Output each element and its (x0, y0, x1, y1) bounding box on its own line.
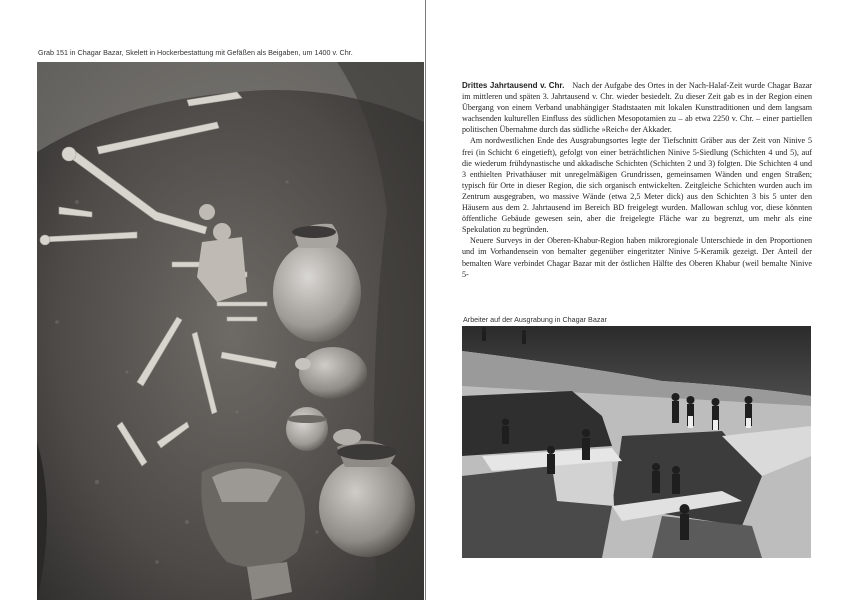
paragraph-2: Am nordwestlichen Ende des Ausgrabungsortes legte der Tiefschnitt Gräber aus der Zeit von Ninive 5 frei (in Schicht 6 eingetieft), gefolgt von einer beträchtlichen Ninive 5-Siedlung (Schichten 4 und 5), auf die wiederum frühdynastische und akkadische Schichten (Schichten 2 und 3) folgten. Die Schichten 4 und 3 enthielten Privathäuser mit unregelmäßigen Grundrissen, gemeinsamen Wänden und engen Straßen; typisch für Orte in dieser Region, die sich organisch entwickelten. Zeitgleiche Schichten wurden auch im Zentrum ausgegraben, wo massive Wände (etwa 2,5 Meter dick) aus den Schichten 3 bis 5 unter den Häusern aus dem 2. Jahrtausend im Bereich BD freigelegt wurden. Mallowan schlug vor, diese könnten öffentliche Gebäude gewesen sein, aber die freigelegte Fläche war zu begrenzt, um mehr als eine Spekulation zu begründen. (462, 136, 812, 235)
paragraph-1-text: Nach der Aufgabe des Ortes in der Nach-Halaf-Zeit wurde Chagar Bazar im mittleren und späten 3. Jahrtausend v. Chr. wieder besiedelt. Zu dieser Zeit gab es in der Region einen Übergang von einem Verband unabhängiger Stadtstaaten mit lokalen Kunsttraditionen und dem langsam wachsenden kulturellen Einfluss des südlichen Mesopotamien zu – ab etwa 2250 v. Chr. – einer partiellen politischen Übernahme durch das südliche »Reich« der Akkader. (462, 81, 812, 135)
excavation-photo-image (462, 326, 811, 558)
paragraph-3: Neuere Surveys in der Oberen-Khabur-Region haben mikroregionale Unterschiede in den Proportionen und im Vorhandensein von bemalter gegenüber eingeritzter Ninive 5-Keramik gezeigt. Der Anteil der bemalten Ware verbindet Chagar Bazar mit der östlichen Hälfte des Oberen Khabur (weil bemalte Ninive 5- (462, 236, 812, 279)
excavation-photo-caption: Arbeiter auf der Ausgrabung in Chagar Bazar (463, 315, 607, 324)
paragraph-1 (462, 80, 812, 135)
excavation-photo (462, 326, 811, 558)
page-gutter (425, 0, 426, 600)
left-photo-caption: Grab 151 in Chagar Bazar, Skelett in Hockerbestattung mit Gefäßen als Beigaben, um 1400 v. Chr. (38, 48, 353, 57)
article-body (462, 80, 812, 280)
section-heading: Drittes Jahrtausend v. Chr. (462, 81, 565, 90)
grave-photo (37, 62, 424, 600)
grave-photo-image (37, 62, 424, 600)
